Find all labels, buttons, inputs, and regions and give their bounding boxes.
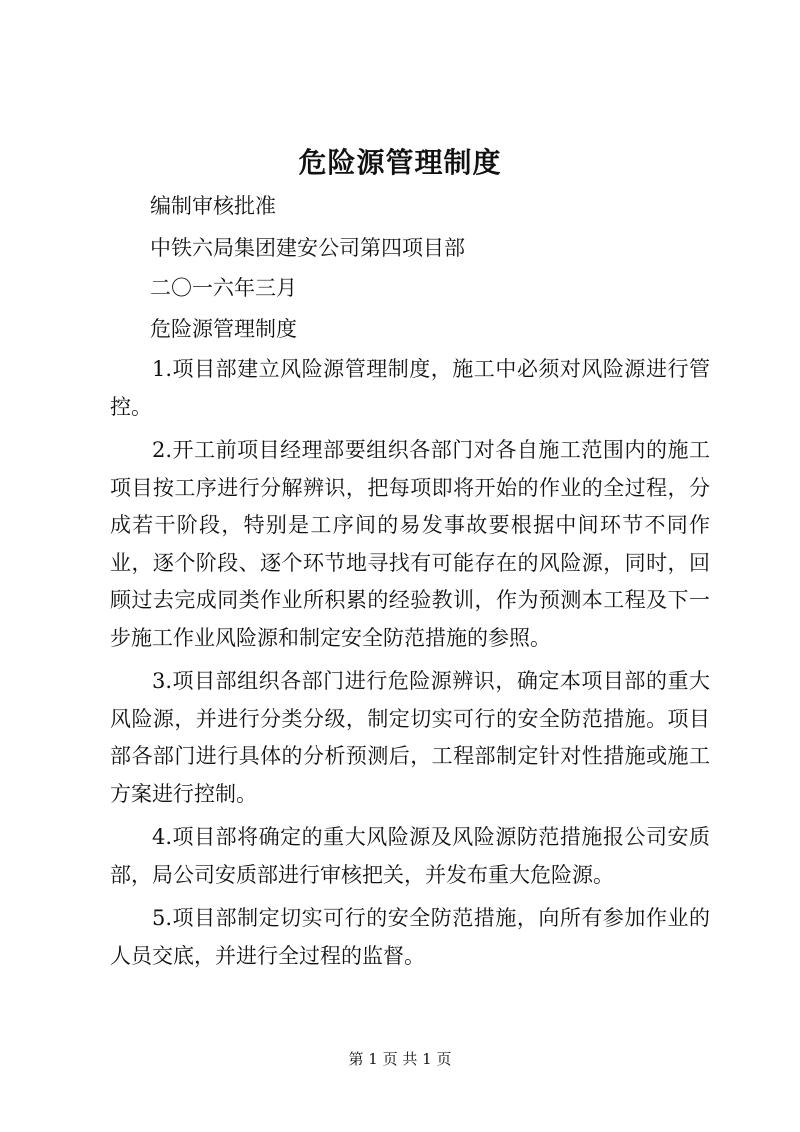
document-title: 危险源管理制度 <box>298 146 502 179</box>
paragraph-5: 5.项目部制定切实可行的安全防范措施，向所有参加作业的人员交底，并进行全过程的监督。 <box>110 906 710 968</box>
date-line: 二〇一六年三月 <box>150 276 297 300</box>
paragraph-3: 3.项目部组织各部门进行危险源辨识，确定本项目部的重大风险源，并进行分类分级，制定切实可行的安全防范措施。项目部各部门进行具体的分析预测后，工程部制定针对性措施或施工方案进行控制。 <box>110 669 710 806</box>
organization-line: 中铁六局集团建安公司第四项目部 <box>150 236 465 260</box>
paragraph-1: 1.项目部建立风险源管理制度，施工中必须对风险源进行管控。 <box>110 357 710 419</box>
subtitle-line: 危险源管理制度 <box>150 317 297 341</box>
paragraph-4: 4.项目部将确定的重大风险源及风险源防范措施报公司安质部，局公司安质部进行审核把关，并发布重大危险源。 <box>110 825 710 887</box>
approval-line: 编制审核批准 <box>150 194 276 218</box>
page-footer: 第 1 页 共 1 页 <box>348 1050 452 1068</box>
paragraph-2: 2.开工前项目经理部要组织各部门对各自施工范围内的施工项目按工序进行分解辨识，把每项即将开始的作业的全过程，分成若干阶段，特别是工序间的易发事故要根据中间环节不同作业，逐个阶段、逐个环节地寻找有可能存在的风险源，同时，回顾过去完成同类作业所积累的经验教训，作为预测本工程及下一步施工作业风险源和制定安全防范措施的参照。 <box>110 438 710 650</box>
document-body <box>110 351 710 981</box>
